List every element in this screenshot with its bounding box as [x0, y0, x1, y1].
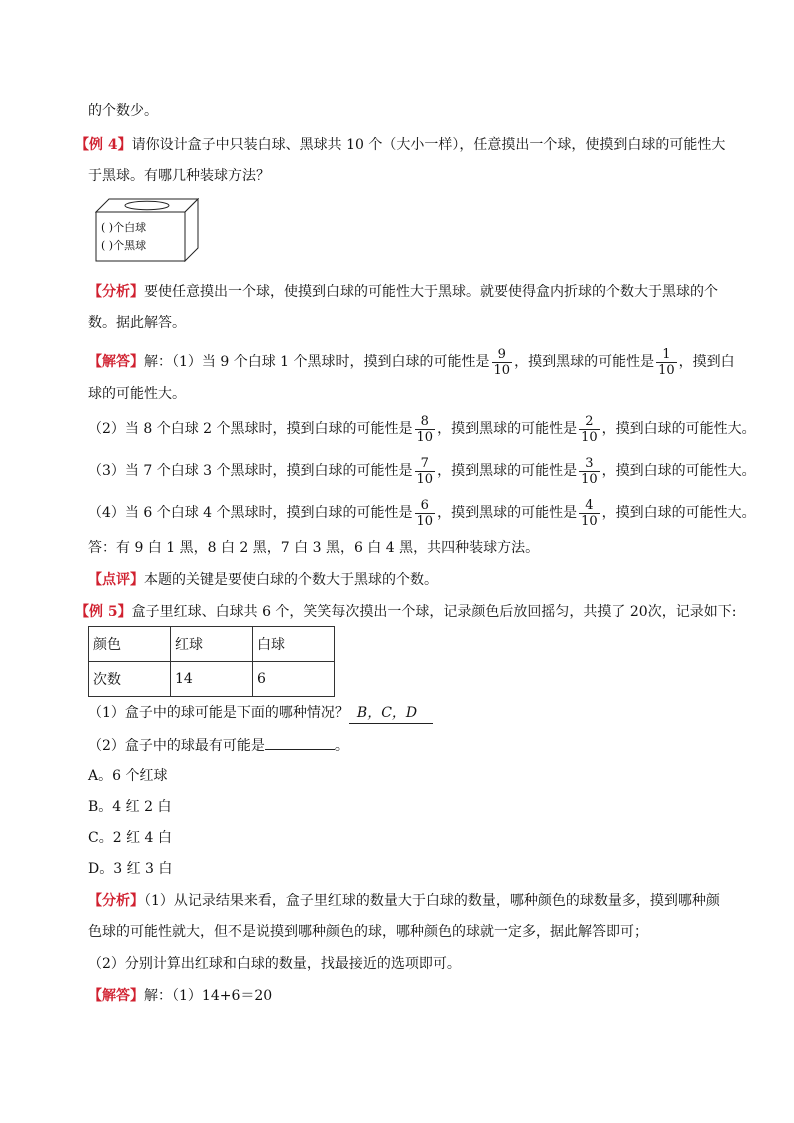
case-text: ，摸到黑球的可能性是 [514, 354, 655, 370]
denominator: 10 [416, 471, 434, 487]
sub-question-end: 。 [334, 738, 349, 754]
analysis-tag: 【分析】 [88, 284, 144, 300]
numerator: 2 [579, 414, 600, 430]
question-text: 请你设计盒子中只装白球、黑球共 10 个（大小一样），任意摸出一个球，使摸到白球的可能性大 [131, 137, 726, 153]
denominator: 10 [416, 513, 434, 529]
numerator: 7 [415, 456, 436, 472]
record-table [88, 626, 335, 697]
case-4-line [88, 497, 756, 529]
answer-text: 解：（1）14+6＝20 [144, 988, 273, 1004]
example-5-analysis-cont: 色球的可能性就大，但不是说摸到哪种颜色的球，哪种颜色的球就一定多，据此解答即可； [88, 924, 648, 940]
fraction [579, 456, 600, 487]
answer-fill: B，C，D [349, 703, 433, 724]
case-1-line [88, 346, 735, 378]
fraction [415, 498, 436, 529]
fraction [656, 347, 677, 378]
numerator: 6 [415, 498, 436, 514]
case-text: ，摸到白球的可能性大。 [601, 421, 756, 437]
case-2-line [88, 413, 756, 445]
case-text: （4）当 6 个白球 4 个黑球时，摸到白球的可能性是 [88, 505, 413, 521]
numerator: 3 [579, 456, 600, 472]
option-d: D。3 红 3 白 [88, 861, 173, 877]
continuation-text: 的个数少。 [88, 103, 158, 119]
example-5-answer [88, 986, 272, 1006]
comment-text: 本题的关键是要使白球的个数大于黑球的个数。 [144, 572, 438, 588]
answer-tag: 【解答】 [88, 354, 144, 370]
table-cell: 红球 [171, 627, 253, 662]
example-4-question [75, 135, 725, 155]
question-text: 盒子里红球、白球共 6 个，笑笑每次摸出一个球，记录颜色后放回摇匀，共摸了 20次，记录如下: [131, 604, 737, 620]
example-4-analysis-cont: 数。据此解答。 [88, 315, 186, 331]
comment-tag: 【点评】 [88, 572, 144, 588]
example-4-comment [88, 570, 438, 590]
analysis-text: （1）从记录结果来看，盒子里红球的数量大于白球的数量，哪种颜色的球数量多，摸到哪种颜 [144, 893, 720, 909]
answer-blank [265, 735, 335, 750]
fraction [579, 498, 600, 529]
case-text: ，摸到白球的可能性大。 [601, 463, 756, 479]
denominator: 10 [581, 471, 598, 487]
example-5-tag: 【例 5】 [75, 604, 132, 620]
case-3-line [88, 455, 756, 487]
box-figure [95, 198, 199, 262]
case-text: （3）当 7 个白球 3 个黑球时，摸到白球的可能性是 [88, 463, 413, 479]
table-row [89, 627, 335, 662]
sub-question-2 [88, 735, 349, 756]
option-c: C。2 红 4 白 [88, 830, 172, 846]
table-cell: 6 [253, 662, 335, 697]
numerator: 4 [579, 498, 600, 514]
fraction [415, 414, 436, 445]
denominator: 10 [581, 513, 598, 529]
sub-question-text: （1）盒子中的球可能是下面的哪种情况？ [88, 705, 349, 721]
denominator: 10 [581, 429, 598, 445]
example-4-final-answer: 答：有 9 白 1 黑，8 白 2 黑，7 白 3 黑，6 白 4 黑，共四种装球方法。 [88, 540, 540, 556]
case-text: ，摸到黑球的可能性是 [437, 505, 578, 521]
numerator: 8 [415, 414, 436, 430]
case-1-cont: 球的可能性大。 [88, 386, 186, 402]
fraction [415, 456, 436, 487]
example-4-question-cont: 于黑球。有哪几种装球方法？ [88, 168, 270, 184]
sub-question-1 [88, 703, 433, 724]
fraction [492, 347, 513, 378]
table-cell: 14 [171, 662, 253, 697]
example-5-analysis [88, 891, 720, 911]
sub-question-text: （2）盒子中的球最有可能是 [88, 738, 265, 754]
case-text: 解：（1）当 9 个白球 1 个黑球时，摸到白球的可能性是 [144, 354, 490, 370]
case-text: ，摸到白 [678, 354, 735, 370]
option-b: B。4 红 2 白 [88, 799, 172, 815]
example-5-question [75, 602, 736, 622]
table-cell: 白球 [253, 627, 335, 662]
denominator: 10 [658, 362, 675, 378]
numerator: 9 [492, 347, 513, 363]
case-text: ，摸到黑球的可能性是 [437, 421, 578, 437]
denominator: 10 [416, 429, 434, 445]
case-text: ，摸到黑球的可能性是 [437, 463, 578, 479]
box-label-black: ( )个黑球 [101, 239, 147, 252]
answer-tag: 【解答】 [88, 988, 144, 1004]
box-label-white: ( )个白球 [101, 221, 147, 234]
case-text: ，摸到白球的可能性大。 [601, 505, 756, 521]
example-5-analysis-cont-2: （2）分别计算出红球和白球的数量，找最接近的选项即可。 [88, 956, 461, 972]
option-a: A。6 个红球 [88, 768, 168, 784]
denominator: 10 [493, 362, 511, 378]
table-cell: 颜色 [89, 627, 171, 662]
case-text: （2）当 8 个白球 2 个黑球时，摸到白球的可能性是 [88, 421, 413, 437]
example-4-tag: 【例 4】 [75, 137, 132, 153]
table-row [89, 662, 335, 697]
fraction [579, 414, 600, 445]
analysis-text: 要使任意摸出一个球，使摸到白球的可能性大于黑球。就要使得盒内折球的个数大于黑球的个 [144, 284, 718, 300]
numerator: 1 [656, 347, 677, 363]
analysis-tag: 【分析】 [88, 893, 144, 909]
table-cell: 次数 [89, 662, 171, 697]
example-4-analysis [88, 282, 718, 302]
